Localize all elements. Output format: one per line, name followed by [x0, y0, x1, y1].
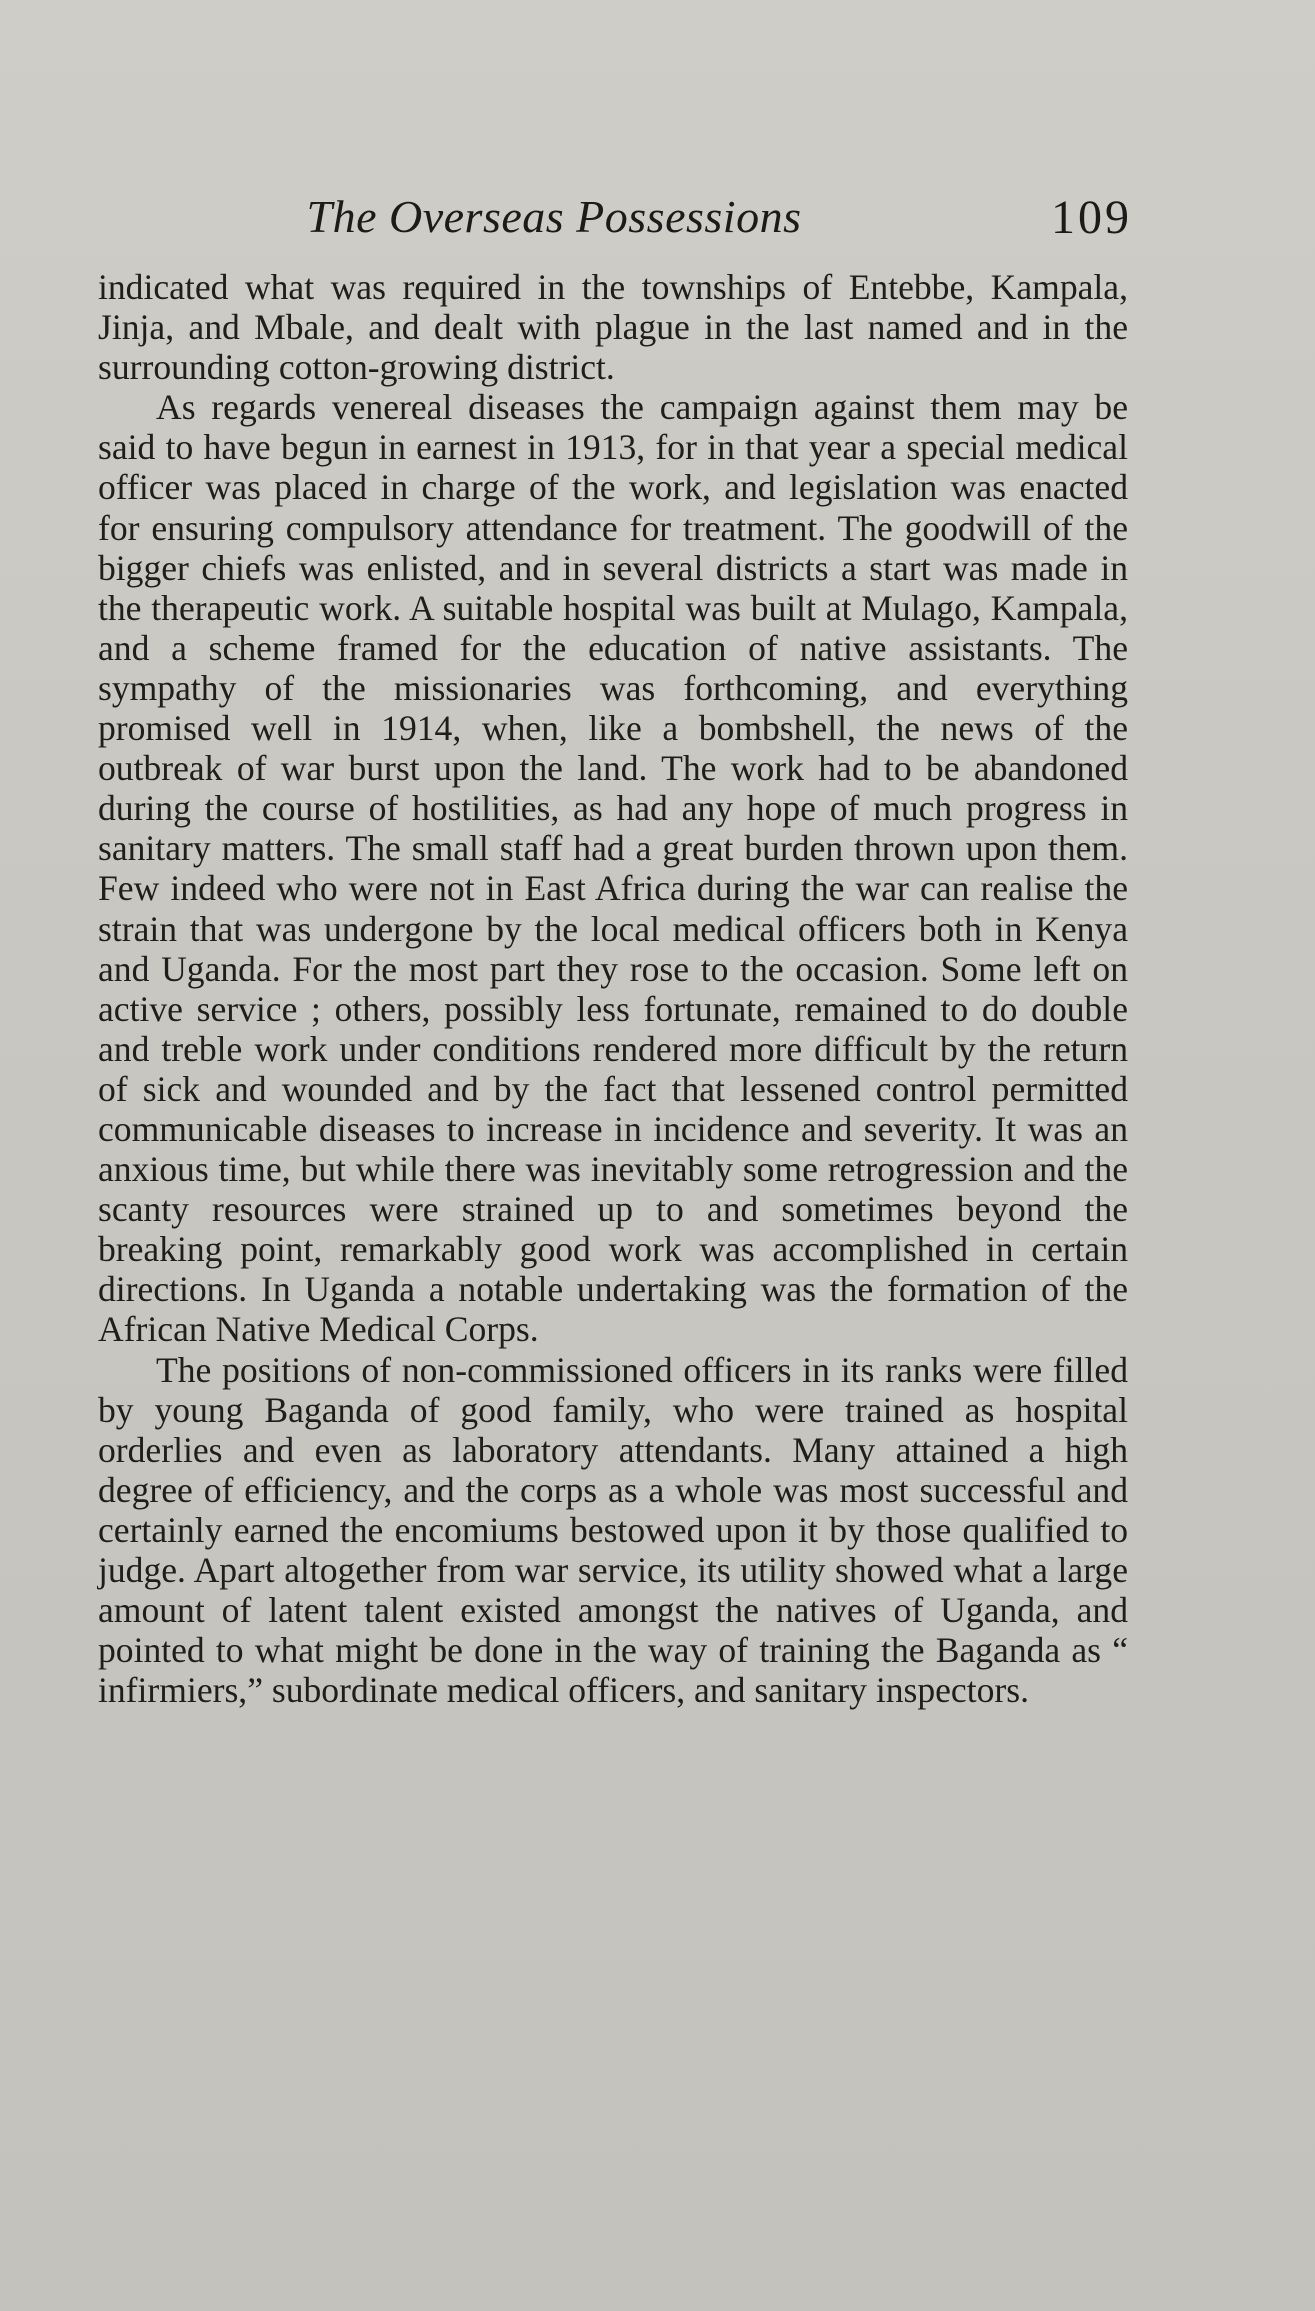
- paragraph-continuation: indicated what was required in the townships of Entebbe, Kampala, Jinja, and Mbale, and dealt with plague in the last named and in the surrounding cotton-growing district.: [98, 267, 1128, 388]
- page-number: 109: [1051, 191, 1132, 244]
- paragraph-venereal-diseases: As regards venereal diseases the campaign against them may be said to have begun in earnest in 1913, for in that year a special medical officer was placed in charge of the work, and legislation was enacted for ensuring compulsory attendance for treatment. The goodwill of the bigger chiefs was enlisted, and in several districts a start was made in the therapeutic work. A suitable hospital was built at Mulago, Kampala, and a scheme framed for the education of native assistants. The sympathy of the missionaries was forthcoming, and everything promised well in 1914, when, like a bombshell, the news of the outbreak of war burst upon the land. The work had to be abandoned during the course of hostilities, as had any hope of much progress in sanitary matters. The small staff had a great burden thrown upon them. Few indeed who were not in East Africa during the war can realise the strain that was undergone by the local medical officers both in Kenya and Uganda. For the most part they rose to the occasion. Some left on active service ; others, possibly less fortunate, remained to do double and treble work under conditions rendered more difficult by the return of sick and wounded and by the fact that lessened control permitted communicable diseases to increase in incidence and severity. It was an anxious time, but while there was inevitably some retrogression and the scanty resources were strained up to and sometimes beyond the breaking point, remarkably good work was accomplished in certain directions. In Uganda a notable undertaking was the formation of the African Native Medical Corps.: [98, 387, 1128, 1350]
- running-head: [96, 190, 1132, 250]
- running-title: The Overseas Possessions: [306, 191, 802, 242]
- paragraph-medical-corps: The positions of non-commissioned officers in its ranks were filled by young Baganda of good family, who were trained as hospital orderlies and even as laboratory attendants. Many attained a high degree of efficiency, and the corps as a whole was most successful and certainly earned the encomiums bestowed upon it by those qualified to judge. Apart altogether from war service, its utility showed what a large amount of latent talent existed amongst the natives of Uganda, and pointed to what might be done in the way of training the Baganda as “ infirmiers,” subordinate medical officers, and sanitary inspectors.: [98, 1349, 1128, 1711]
- body-text: [98, 267, 1128, 1710]
